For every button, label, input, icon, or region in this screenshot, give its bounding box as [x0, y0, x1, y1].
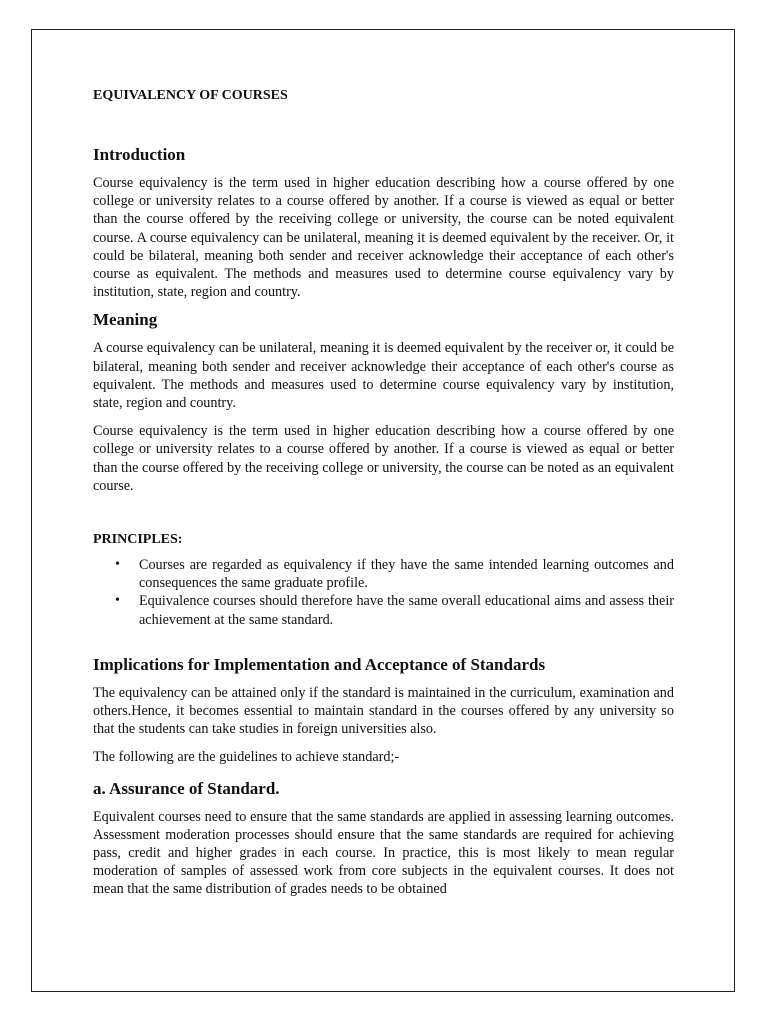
- meaning-heading: Meaning: [93, 310, 158, 330]
- bullet-icon: •: [115, 593, 120, 609]
- introduction-paragraph: Course equivalency is the term used in higher education describing how a course offered by one college or university relates to a course offered by another. If a course is viewed as equal or better than the course offered by the receiving college or university, the course can be noted equivalent course. A course equivalency can be unilateral, meaning it is deemed equivalent by the receiver. Or, it could be bilateral, meaning both sender and receiver acknowledge their acceptance of each other's course as equivalent. The methods and measures used to determine course equivalency vary by institution, state, region and country.: [93, 175, 674, 301]
- document-body: [93, 86, 674, 899]
- introduction-heading: Introduction: [93, 145, 186, 164]
- assurance-heading: a. Assurance of Standard.: [93, 778, 280, 798]
- list-item: [93, 592, 674, 628]
- document-title: EQUIVALENCY OF COURSES: [93, 88, 288, 103]
- principles-heading: PRINCIPLES:: [93, 532, 183, 548]
- list-item: [93, 556, 674, 592]
- principles-list: [93, 556, 674, 629]
- implications-heading: Implications for Implementation and Acceptance of Standards: [93, 654, 546, 674]
- list-item-text: Courses are regarded as equivalency if they have the same intended learning outcomes and consequences the same graduate profile.: [139, 557, 674, 592]
- assurance-paragraph: Equivalent courses need to ensure that the same standards are applied in assessing learning outcomes. Assessment moderation processes should ensure that the same standards are required for achieving pass, credit and higher grades in each course. In practice, this is most likely to mean regular moderation of samples of assessed work from core subjects in the equivalent courses. It does not mean that the same distribution of grades needs to be obtained: [93, 808, 674, 898]
- list-item-text: Equivalence courses should therefore have the same overall educational aims and assess their achievement at the same standard.: [139, 593, 674, 628]
- bullet-icon: •: [115, 557, 120, 573]
- implications-paragraph-1: The equivalency can be attained only if the standard is maintained in the curriculum, examination and others.Hence, it becomes essential to maintain standard in the courses offered by any university so that the students can take studies in foreign universities also.: [93, 684, 674, 738]
- implications-paragraph-2: The following are the guidelines to achieve standard;-: [93, 749, 400, 766]
- meaning-paragraph-1: A course equivalency can be unilateral, meaning it is deemed equivalent by the receiver or, it could be bilateral, meaning both sender and receiver acknowledge their acceptance of each other's course as equivalent. The methods and measures used to determine course equivalency vary by institution, state, region and country.: [93, 340, 674, 412]
- meaning-paragraph-2: Course equivalency is the term used in higher education describing how a course offered by one college or university relates to a course offered by another. If a course is viewed as equal or better than the course offered by the receiving college or university, the course can be noted as an equivalent course.: [93, 423, 674, 494]
